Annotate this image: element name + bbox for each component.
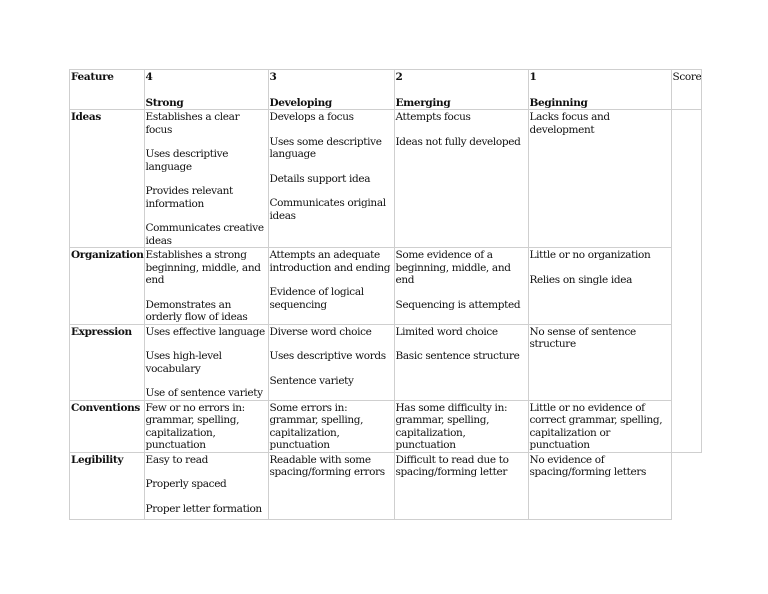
rubric-row-expression	[70, 324, 702, 400]
descriptor-text: Uses descriptive language	[145, 148, 229, 173]
descriptor-text: Use of sentence variety	[145, 387, 263, 399]
descriptor-text: Establishes a clear focus	[145, 111, 240, 136]
descriptor-cell	[268, 452, 394, 519]
descriptor-cell	[268, 248, 394, 325]
descriptor-text: Communicates original ideas	[269, 197, 386, 222]
level-3-number: 3	[269, 71, 277, 83]
level-1-name: Beginning	[529, 96, 588, 109]
descriptor-text: Proper letter formation	[145, 502, 262, 515]
feature-cell	[70, 110, 145, 248]
descriptor-text: No evidence of spacing/forming letters	[529, 453, 647, 478]
descriptor-text: Provides relevant information	[145, 185, 233, 210]
descriptor-text: Basic sentence structure	[395, 350, 520, 362]
descriptor-text: Little or no evidence of correct grammar, spelling, capitalization or punctuation	[529, 401, 663, 451]
descriptor-text: Has some difficulty in: grammar, spelling, capitalization, punctuation	[395, 401, 508, 451]
descriptor-cell	[528, 110, 671, 248]
descriptor-cell	[144, 248, 268, 325]
descriptor-cell	[528, 324, 671, 400]
feature-cell	[70, 248, 145, 325]
header-level-3-cell	[268, 70, 394, 110]
level-2-number: 2	[395, 71, 403, 83]
rubric-row-conventions	[70, 400, 702, 452]
rubric-row-ideas	[70, 110, 702, 248]
descriptor-cell	[144, 452, 268, 519]
descriptor-text: Communicates creative ideas	[145, 222, 264, 247]
descriptor-text: No sense of sentence structure	[529, 325, 636, 350]
descriptor-cell	[144, 110, 268, 248]
descriptor-text: Limited word choice	[395, 325, 498, 338]
header-feature-label: Feature	[71, 71, 114, 83]
descriptor-text: Evidence of logical sequencing	[269, 286, 364, 311]
writing-rubric-table	[69, 69, 702, 520]
descriptor-text: Attempts focus	[395, 111, 471, 123]
header-score-label: Score	[672, 71, 702, 83]
descriptor-text: Uses effective language	[145, 325, 265, 338]
header-feature-cell	[70, 70, 145, 110]
score-cell[interactable]	[671, 110, 702, 453]
descriptor-text: Diverse word choice	[269, 325, 372, 338]
descriptor-cell	[268, 324, 394, 400]
feature-label: Legibility	[71, 453, 124, 466]
descriptor-text: Some evidence of a beginning, middle, and end	[395, 249, 511, 286]
descriptor-text: Little or no organization	[529, 249, 651, 261]
header-score-cell	[671, 70, 702, 110]
descriptor-cell	[394, 400, 528, 452]
header-level-2-cell	[394, 70, 528, 110]
level-4-number: 4	[145, 71, 153, 83]
descriptor-cell	[268, 110, 394, 248]
descriptor-text: Easy to read	[145, 453, 208, 466]
descriptor-text: Relies on single idea	[529, 273, 633, 286]
descriptor-cell	[394, 110, 528, 248]
feature-cell	[70, 400, 145, 452]
descriptor-text: Sentence variety	[269, 374, 354, 387]
feature-label: Expression	[71, 325, 132, 338]
descriptor-text: Uses high-level vocabulary	[145, 350, 222, 375]
descriptor-text: Establishes a strong beginning, middle, and end	[145, 249, 261, 286]
rubric-row-organization	[70, 248, 702, 325]
feature-cell	[70, 452, 145, 519]
descriptor-cell	[394, 248, 528, 325]
descriptor-text: Sequencing is attempted	[395, 298, 521, 311]
feature-label: Ideas	[71, 111, 101, 123]
descriptor-cell	[528, 248, 671, 325]
descriptor-text: Attempts an adequate introduction and ending	[269, 249, 391, 274]
descriptor-text: Develops a focus	[269, 111, 354, 123]
descriptor-text: Uses descriptive words	[269, 350, 386, 362]
level-2-name: Emerging	[395, 96, 451, 109]
descriptor-text: Some errors in: grammar, spelling, capitalization, punctuation	[269, 401, 364, 451]
descriptor-text: Details support idea	[269, 172, 371, 185]
feature-label: Organization	[71, 249, 144, 261]
feature-label: Conventions	[71, 401, 140, 414]
level-1-number: 1	[529, 71, 537, 83]
header-level-4-cell	[144, 70, 268, 110]
rubric-row-legibility	[70, 452, 702, 519]
feature-cell	[70, 324, 145, 400]
descriptor-cell	[394, 452, 528, 519]
descriptor-text: Few or no errors in: grammar, spelling, capitalization, punctuation	[145, 401, 245, 451]
header-row	[70, 70, 702, 110]
descriptor-text: Difficult to read due to spacing/forming letter	[395, 453, 509, 478]
descriptor-text: Readable with some spacing/forming errors	[269, 453, 385, 478]
descriptor-text: Lacks focus and development	[529, 111, 610, 136]
descriptor-cell	[528, 452, 671, 519]
level-3-name: Developing	[269, 96, 332, 109]
descriptor-cell	[528, 400, 671, 452]
header-level-1-cell	[528, 70, 671, 110]
descriptor-text: Ideas not fully developed	[395, 135, 521, 148]
descriptor-cell	[144, 400, 268, 452]
descriptor-text: Uses some descriptive language	[269, 135, 382, 160]
descriptor-cell	[268, 400, 394, 452]
descriptor-cell	[394, 324, 528, 400]
descriptor-text: Properly spaced	[145, 478, 227, 490]
level-4-name: Strong	[145, 96, 184, 109]
descriptor-text: Demonstrates an orderly flow of ideas	[145, 298, 248, 323]
descriptor-cell	[144, 324, 268, 400]
